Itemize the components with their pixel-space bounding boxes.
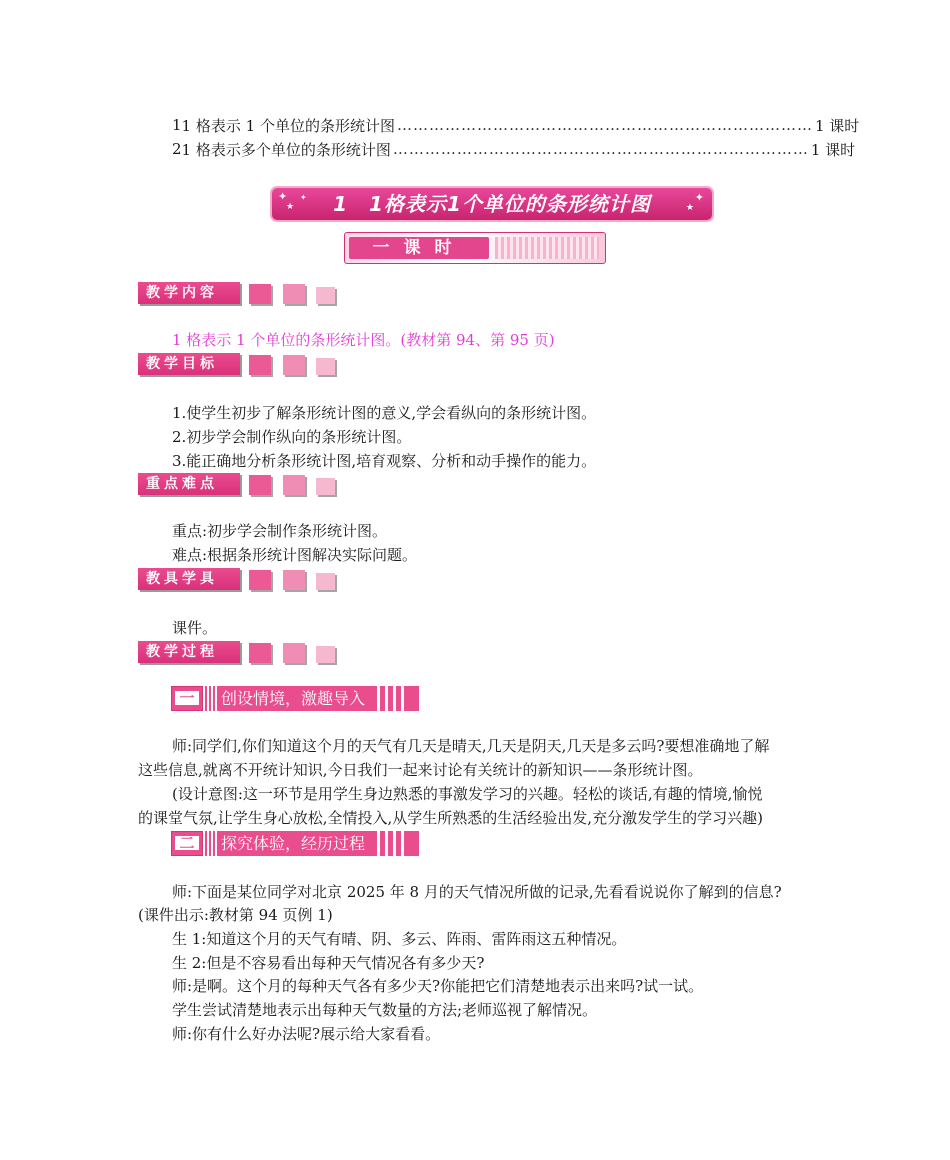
decor-square bbox=[316, 478, 335, 495]
section-header-process bbox=[138, 641, 343, 667]
star-icon: ★ bbox=[286, 202, 295, 212]
step-banner-2 bbox=[171, 831, 419, 856]
content-text: 1 格表示 1 个单位的条形统计图。(教材第 94、第 95 页) bbox=[172, 331, 555, 349]
lesson-count-banner bbox=[344, 232, 606, 264]
star-icon: ✦ bbox=[278, 190, 288, 203]
section-title: 教学过程 bbox=[138, 641, 240, 663]
toc-number: 2 bbox=[172, 140, 182, 158]
toc-hours: 1 课时 bbox=[814, 116, 860, 135]
section-header-tools bbox=[138, 568, 343, 594]
toc-leader-dots: …………………………………………………………………… bbox=[392, 140, 809, 158]
banner-decoration bbox=[495, 237, 599, 259]
paragraph-line: 学生尝试清楚地表示出每种天气数量的方法;老师巡视了解情况。 bbox=[172, 1001, 598, 1019]
section-title: 教学内容 bbox=[138, 282, 240, 304]
toc-title: 1 格表示多个单位的条形统计图 bbox=[181, 140, 391, 159]
star-icon: ★ bbox=[685, 203, 694, 213]
step-number: 二 bbox=[171, 831, 203, 856]
decor-square bbox=[283, 570, 305, 590]
paragraph-line: 师:是啊。这个月的每种天气各有多少天?你能把它们清楚地表示出来吗?试一试。 bbox=[172, 977, 704, 995]
keypoint-item: 难点:根据条形统计图解决实际问题。 bbox=[172, 546, 418, 564]
lesson-count-label: 一课时 bbox=[349, 237, 489, 259]
paragraph-line: 的课堂气氛,让学生身心放松,全情投入,从学生所熟悉的生活经验出发,充分激发学生的学习兴趣) bbox=[138, 809, 763, 827]
paragraph-line: (课件出示:教材第 94 页例 1) bbox=[138, 906, 333, 924]
toc-hours: 1 课时 bbox=[810, 140, 856, 159]
section-title: 教具学具 bbox=[138, 568, 240, 590]
decor-square bbox=[249, 570, 271, 590]
paragraph-line: (设计意图:这一环节是用学生身边熟悉的事激发学习的兴趣。轻松的谈话,有趣的情境,愉悦 bbox=[172, 785, 763, 803]
step-banner-1 bbox=[171, 686, 419, 711]
decor-square bbox=[316, 287, 335, 304]
paragraph-line: 师:你有什么好办法呢?展示给大家看看。 bbox=[172, 1025, 441, 1043]
paragraph-line: 生 2:但是不容易看出每种天气情况各有多少天? bbox=[172, 954, 485, 972]
toc-number: 1 bbox=[172, 116, 182, 134]
star-icon: ✦ bbox=[694, 191, 704, 204]
step-number: 一 bbox=[171, 686, 203, 711]
lesson-title-banner bbox=[272, 188, 712, 220]
goal-item: 2.初步学会制作纵向的条形统计图。 bbox=[172, 428, 412, 446]
toc-leader-dots: …………………………………………………………………… bbox=[396, 116, 813, 134]
decor-square bbox=[283, 643, 305, 663]
decor-square bbox=[283, 355, 305, 375]
decor-square bbox=[249, 284, 271, 304]
decor-square bbox=[316, 646, 335, 663]
toc-title: 1 格表示 1 个单位的条形统计图 bbox=[181, 116, 395, 135]
banner-decoration bbox=[205, 831, 215, 856]
banner-decoration bbox=[205, 686, 215, 711]
step-title: 探究体验，经历过程 bbox=[217, 831, 419, 856]
star-icon: ✦ bbox=[300, 193, 307, 202]
toc-row[interactable] bbox=[172, 138, 856, 160]
section-header-keypoints bbox=[138, 473, 343, 499]
paragraph-line: 师:同学们,你们知道这个月的天气有几天是晴天,几天是阴天,几天是多云吗?要想准确地了解 bbox=[172, 737, 770, 755]
section-title: 重点难点 bbox=[138, 473, 240, 495]
step-title: 创设情境，激趣导入 bbox=[217, 686, 419, 711]
section-title: 教学目标 bbox=[138, 353, 240, 375]
decor-square bbox=[316, 573, 335, 590]
decor-square bbox=[283, 284, 305, 304]
decor-square bbox=[316, 358, 335, 375]
goal-item: 1.使学生初步了解条形统计图的意义,学会看纵向的条形统计图。 bbox=[172, 404, 597, 422]
section-header-content bbox=[138, 282, 343, 308]
lesson-title: 1 1格表示1个单位的条形统计图 bbox=[333, 192, 651, 216]
paragraph-line: 这些信息,就离不开统计知识,今日我们一起来讨论有关统计的新知识——条形统计图。 bbox=[138, 761, 703, 779]
section-header-goals bbox=[138, 353, 343, 379]
tools-text: 课件。 bbox=[172, 619, 218, 637]
decor-square bbox=[249, 475, 271, 495]
keypoint-item: 重点:初步学会制作条形统计图。 bbox=[172, 522, 388, 540]
paragraph-line: 生 1:知道这个月的天气有晴、阴、多云、阵雨、雷阵雨这五种情况。 bbox=[172, 930, 627, 948]
decor-square bbox=[283, 475, 305, 495]
decor-square bbox=[249, 643, 271, 663]
goal-item: 3.能正确地分析条形统计图,培育观察、分析和动手操作的能力。 bbox=[172, 452, 597, 470]
toc-row[interactable] bbox=[172, 114, 860, 136]
decor-square bbox=[249, 355, 271, 375]
paragraph-line: 师:下面是某位同学对北京 2025 年 8 月的天气情况所做的记录,先看看说说你了解到的信息? bbox=[172, 883, 782, 901]
